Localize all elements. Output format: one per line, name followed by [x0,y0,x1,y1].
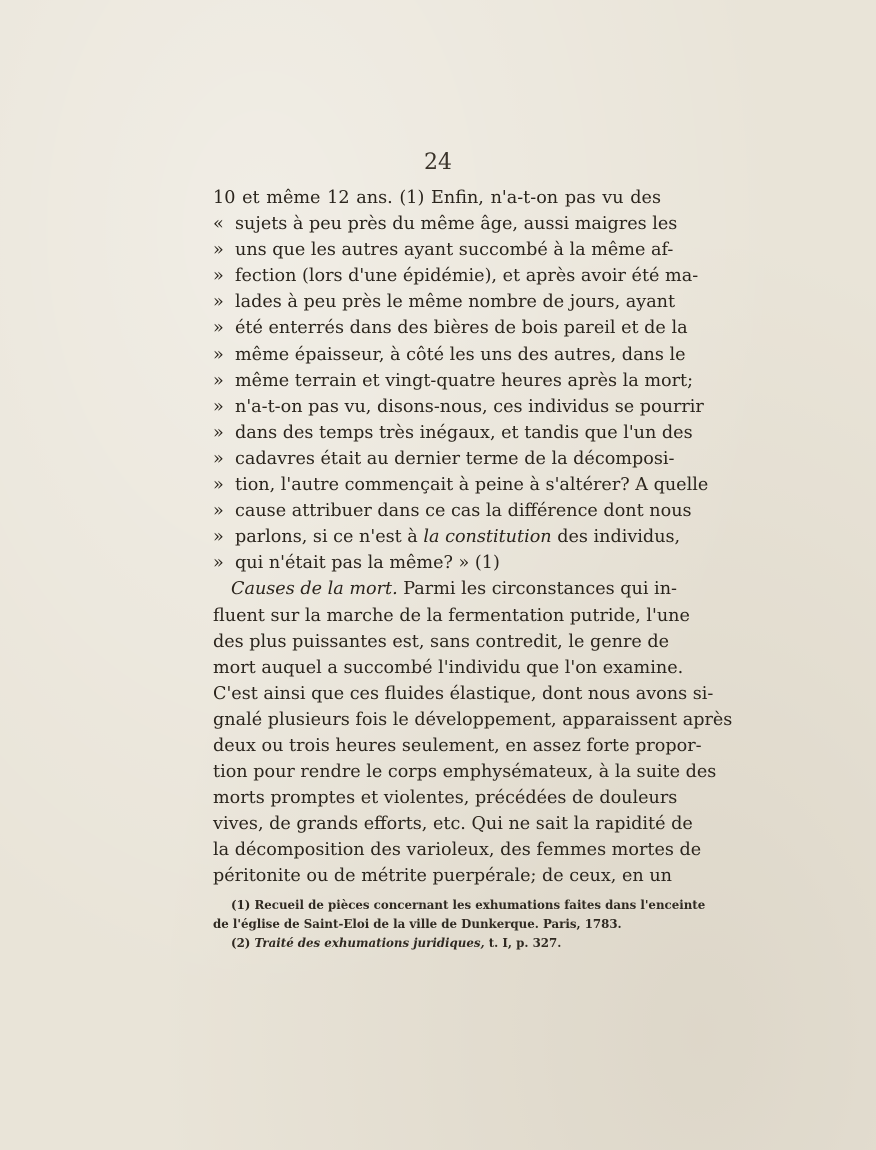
text-line [213,315,688,341]
text-line: 10 et même 12 ans. (1) Enfin, n'a-t-on pas vu des [213,188,661,208]
text-line [213,446,675,472]
line-text: parlons, si ce n'est à [235,527,424,548]
footnote-2 [213,934,661,953]
line-text: même épaisseur, à côté les uns des autres, dans le [235,344,686,365]
line-text: fection (lors d'une épidémie), et après avoir été ma- [235,266,699,287]
line-text: tion, l'autre commençait à peine à s'altérer? A quelle [235,475,709,496]
line-text: uns que les autres ayant succombé à la même af- [235,240,674,261]
text-line [213,263,699,289]
footnote-number: (2) [231,936,255,950]
text-line [213,472,709,498]
section-heading: Causes de la mort. [231,579,398,600]
section-heading-line [213,576,677,602]
quote-mark: » [213,527,224,548]
text-line: des plus puissantes est, sans contredit, le genre de [213,631,670,652]
quote-mark: « [213,214,224,235]
line-text: lades à peu près le même nombre de jours, ayant [235,292,676,313]
line-text: des individus, [551,527,681,548]
quote-mark: » [213,370,224,391]
text-line: péritonite ou de métrite puerpérale; de ceux, en un [213,866,672,887]
quote-mark: » [213,475,224,496]
main-text [213,185,733,890]
text-line: C'est ainsi que ces fluides élastique, dont nous avons si- [213,683,714,704]
line-text: dans des temps très inégaux, et tandis que l'un des [235,422,693,443]
text-line [213,342,686,368]
text-line [213,211,678,237]
text-line: fluent sur la marche de la fermentation putride, l'une [213,605,690,626]
text-line [213,289,676,315]
line-text: sujets à peu près du même âge, aussi maigres les [235,214,678,235]
line-text: cause attribuer dans ce cas la différence dont nous [235,501,692,522]
quote-mark: » [213,422,224,443]
text-line: tion pour rendre le corps emphysémateux, à la suite des [213,762,717,783]
text-line [213,394,704,420]
footnotes [213,896,706,953]
text-line: gnalé plusieurs fois le développement, apparaissent après [213,709,733,730]
text-line [213,498,692,524]
footnote-reference: t. I, p. 327. [484,936,562,950]
quote-mark: » [213,501,224,522]
text-line: deux ou trois heures seulement, en assez forte propor- [213,735,702,756]
text-line [213,420,693,446]
text-line [213,550,661,576]
text-line: mort auquel a succombé l'individu que l'on examine. [213,657,684,678]
quote-mark: » [213,266,224,287]
quote-mark: » [213,240,224,261]
footnote-1-line-2: de l'église de Saint-Eloi de la ville de Dunkerque. Paris, 1783. [213,917,622,931]
quote-mark: » [213,396,224,417]
text-line [213,524,681,550]
footnote-title: Traité des exhumations juridiques, [254,936,485,950]
line-text: Parmi les circonstances qui in- [397,579,677,600]
text-line [213,368,694,394]
text-line: vives, de grands efforts, etc. Qui ne sait la rapidité de [213,814,693,835]
line-text: été enterrés dans des bières de bois pareil et de la [235,318,688,339]
text-line: la décomposition des varioleux, des femmes mortes de [213,840,702,861]
quote-mark: » [213,448,224,469]
line-text: même terrain et vingt-quatre heures après la mort; [235,370,694,391]
italic-phrase: la constitution [423,527,552,548]
quote-mark: » [213,344,224,365]
quote-mark: » [213,318,224,339]
line-text: n'a-t-on pas vu, disons-nous, ces individus se pourrir [235,396,704,417]
page-number: 24 [424,150,452,175]
footnote-1-line-1: (1) Recueil de pièces concernant les exhumations faites dans l'enceinte [231,898,706,912]
quote-mark: » [213,292,224,313]
line-text: qui n'était pas la même? » (1) [235,553,500,574]
text-line: morts promptes et violentes, précédées de douleurs [213,788,678,809]
line-text: cadavres était au dernier terme de la décomposi- [235,448,675,469]
quote-mark: » [213,553,224,574]
text-line [213,237,674,263]
